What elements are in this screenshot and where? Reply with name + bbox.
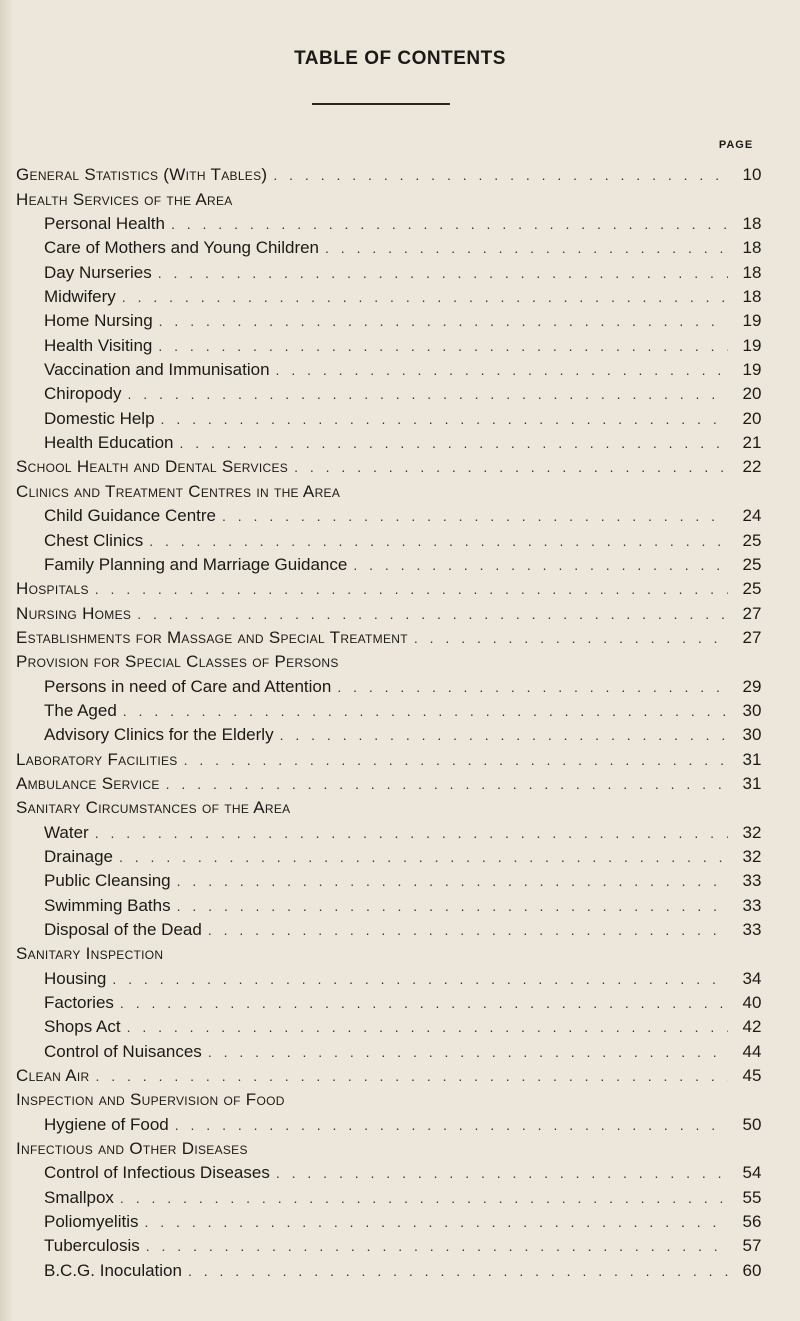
toc-entry-label: Sanitary Circumstances of the Area <box>16 798 291 818</box>
toc-entry-label: The Aged <box>44 700 117 720</box>
dot-leader <box>179 433 728 453</box>
toc-entry-page-number: 56 <box>742 1212 762 1232</box>
toc-entry-label: Hygiene of Food <box>44 1114 169 1134</box>
toc-entry-page-number: 21 <box>742 433 762 453</box>
dot-leader <box>120 1188 728 1208</box>
dot-leader <box>208 1042 728 1062</box>
toc-entry-label: Smallpox <box>44 1187 114 1207</box>
toc-entry <box>16 502 770 526</box>
toc-entry-label: Tuberculosis <box>44 1236 140 1256</box>
dot-leader <box>276 1163 728 1183</box>
dot-leader <box>184 750 728 770</box>
dot-leader <box>159 311 728 331</box>
toc-entry <box>16 526 770 550</box>
dot-leader <box>119 847 728 867</box>
toc-entry-label: Shops Act <box>44 1017 121 1037</box>
dot-leader <box>161 409 728 429</box>
dot-leader <box>208 920 728 940</box>
toc-entry-page-number: 25 <box>742 579 762 599</box>
toc-entry <box>16 964 770 988</box>
toc-entry-page-number: 19 <box>742 335 762 355</box>
toc-entry-label: Persons in need of Care and Attention <box>44 676 332 696</box>
toc-entry <box>16 185 770 209</box>
toc-entry <box>16 599 770 623</box>
toc-entry-label: Control of Nuisances <box>44 1041 202 1061</box>
toc-entry-page-number: 10 <box>742 165 762 185</box>
toc-entry-page-number: 18 <box>742 214 762 234</box>
toc-entry-page-number: 25 <box>742 530 762 550</box>
toc-entry-label: Family Planning and Marriage Guidance <box>44 554 348 574</box>
toc-entry-label: Disposal of the Dead <box>44 920 202 939</box>
toc-entry <box>16 1086 770 1110</box>
toc-entry-label: Establishments for Massage and Special Treatment <box>16 627 408 647</box>
toc-entry-label: Home Nursing <box>44 311 153 331</box>
toc-entry-label: Child Guidance Centre <box>44 506 216 526</box>
dot-leader <box>158 263 728 283</box>
toc-entry <box>16 648 770 672</box>
toc-entry-page-number: 30 <box>742 700 762 720</box>
toc-entry-label: Midwifery <box>44 287 116 307</box>
toc-entry-label: Infectious and Other Diseases <box>16 1139 248 1159</box>
toc-entry <box>16 283 770 307</box>
toc-entry-label: Care of Mothers and Young Children <box>44 238 320 258</box>
toc-entry-label: Clinics and Treatment Centres in the Area <box>16 481 341 501</box>
toc-entry-page-number: 33 <box>742 895 762 915</box>
toc-entry <box>16 1208 770 1232</box>
toc-entry <box>16 1062 770 1086</box>
toc-entry-page-number: 27 <box>742 627 762 647</box>
table-of-contents <box>16 161 770 1281</box>
page-column-header: PAGE <box>718 139 754 151</box>
dot-leader <box>95 579 728 599</box>
dot-leader <box>128 384 729 404</box>
toc-entry-label: Health Services of the Area <box>16 189 233 209</box>
toc-entry-page-number: 22 <box>742 457 762 477</box>
toc-entry <box>16 453 770 477</box>
toc-entry <box>16 210 770 234</box>
toc-entry-label: Domestic Help <box>44 408 155 428</box>
dot-leader <box>95 823 728 843</box>
toc-entry-label: Personal Health <box>44 214 165 234</box>
toc-entry-page-number: 27 <box>742 603 762 623</box>
toc-entry-page-number: 20 <box>742 384 762 404</box>
toc-entry-label: Control of Infectious Diseases <box>44 1163 270 1183</box>
dot-leader <box>325 238 728 258</box>
toc-entry-page-number: 30 <box>742 725 762 745</box>
toc-entry <box>16 404 770 428</box>
toc-entry-page-number: 57 <box>742 1236 762 1256</box>
toc-entry-label: Chest Clinics <box>44 530 144 550</box>
toc-entry <box>16 1232 770 1256</box>
toc-entry <box>16 721 770 745</box>
toc-entry-label: Health Visiting <box>44 335 153 355</box>
toc-entry-page-number: 18 <box>742 238 762 258</box>
toc-entry-label: Sanitary Inspection <box>16 944 164 964</box>
toc-entry-page-number: 55 <box>742 1187 762 1207</box>
toc-entry-page-number: 32 <box>742 822 762 842</box>
toc-entry-label: Housing <box>44 968 107 988</box>
toc-entry-page-number: 18 <box>742 287 762 307</box>
toc-entry-page-number: 34 <box>742 968 762 988</box>
dot-leader <box>95 1066 728 1086</box>
toc-entry-label: B.C.G. Inoculation <box>44 1260 182 1280</box>
toc-entry <box>16 551 770 575</box>
toc-entry <box>16 1135 770 1159</box>
toc-entry <box>16 940 770 964</box>
dot-leader <box>112 969 728 989</box>
toc-entry-page-number: 24 <box>742 506 762 526</box>
toc-entry-page-number: 54 <box>742 1163 762 1183</box>
toc-entry <box>16 575 770 599</box>
dot-leader <box>149 531 728 551</box>
toc-entry-page-number: 50 <box>742 1114 762 1134</box>
toc-entry <box>16 356 770 380</box>
toc-entry <box>16 624 770 648</box>
dot-leader <box>137 604 728 624</box>
toc-entry <box>16 818 770 842</box>
toc-entry <box>16 429 770 453</box>
toc-entry-label: Advisory Clinics for the Elderly <box>44 725 274 745</box>
toc-entry-label: Poliomyelitis <box>44 1212 139 1232</box>
dot-leader <box>166 774 728 794</box>
toc-entry-page-number: 19 <box>742 360 762 380</box>
toc-entry <box>16 672 770 696</box>
toc-entry <box>16 843 770 867</box>
toc-entry-label: Hospitals <box>16 579 89 599</box>
toc-entry <box>16 1037 770 1061</box>
toc-entry-page-number: 45 <box>742 1066 762 1086</box>
dot-leader <box>171 214 728 234</box>
dot-leader <box>337 677 728 697</box>
toc-entry <box>16 477 770 501</box>
toc-entry <box>16 234 770 258</box>
toc-entry-page-number: 60 <box>742 1260 762 1280</box>
dot-leader <box>222 506 728 526</box>
toc-entry <box>16 1013 770 1037</box>
dot-leader <box>273 165 728 185</box>
toc-entry <box>16 989 770 1013</box>
toc-entry <box>16 916 770 940</box>
toc-entry-label: Swimming Baths <box>44 895 171 915</box>
dot-leader <box>353 555 728 575</box>
toc-entry-label: Factories <box>44 993 114 1013</box>
dot-leader <box>177 896 728 916</box>
dot-leader <box>276 360 728 380</box>
toc-entry-page-number: 32 <box>742 846 762 866</box>
dot-leader <box>294 457 728 477</box>
dot-leader <box>158 336 728 356</box>
toc-entry-label: Health Education <box>44 433 174 453</box>
toc-entry <box>16 1110 770 1134</box>
toc-entry-page-number: 29 <box>742 676 762 696</box>
toc-entry-page-number: 18 <box>742 262 762 282</box>
toc-entry-label: School Health and Dental Services <box>16 457 289 477</box>
toc-entry-label: Vaccination and Immunisation <box>44 360 270 380</box>
toc-entry-page-number: 19 <box>742 311 762 331</box>
page-edge-shadow <box>0 0 14 1321</box>
toc-entry <box>16 891 770 915</box>
toc-entry-page-number: 33 <box>742 871 762 891</box>
toc-entry-page-number: 31 <box>742 773 762 793</box>
toc-entry-page-number: 42 <box>742 1017 762 1037</box>
toc-entry <box>16 258 770 282</box>
dot-leader <box>122 287 728 307</box>
toc-entry <box>16 307 770 331</box>
title-divider <box>312 103 450 105</box>
toc-entry-page-number: 25 <box>742 554 762 574</box>
toc-entry-page-number: 20 <box>742 408 762 428</box>
toc-entry <box>16 867 770 891</box>
toc-entry-label: Inspection and Supervision of Food <box>16 1090 285 1110</box>
toc-entry-page-number: 31 <box>742 749 762 769</box>
toc-entry-label: Day Nurseries <box>44 262 152 282</box>
dot-leader <box>120 993 728 1013</box>
dot-leader <box>146 1236 728 1256</box>
toc-entry-label: Water <box>44 822 89 842</box>
toc-entry-label: Public Cleansing <box>44 871 171 891</box>
toc-entry-label: Laboratory Facilities <box>16 749 178 769</box>
toc-entry-page-number: 44 <box>742 1041 762 1061</box>
toc-entry <box>16 1256 770 1280</box>
toc-entry-label: Ambulance Service <box>16 773 160 793</box>
toc-entry-page-number: 33 <box>742 920 762 939</box>
toc-entry-label: Clean Air <box>16 1066 90 1086</box>
toc-entry <box>16 745 770 769</box>
dot-leader <box>177 871 728 891</box>
dot-leader <box>280 725 728 745</box>
toc-entry-label: Provision for Special Classes of Persons <box>16 652 339 672</box>
toc-entry-label: Chiropody <box>44 384 122 404</box>
toc-entry-page-number: 40 <box>742 993 762 1013</box>
toc-entry <box>16 331 770 355</box>
toc-entry <box>16 161 770 185</box>
toc-entry <box>16 697 770 721</box>
dot-leader <box>123 701 728 721</box>
dot-leader <box>188 1261 728 1281</box>
dot-leader <box>414 628 728 648</box>
toc-entry <box>16 380 770 404</box>
toc-entry <box>16 1183 770 1207</box>
dot-leader <box>144 1212 728 1232</box>
toc-entry <box>16 1159 770 1183</box>
dot-leader <box>175 1115 728 1135</box>
dot-leader <box>127 1017 728 1037</box>
toc-entry <box>16 770 770 794</box>
toc-entry-label: Drainage <box>44 846 113 866</box>
page-title: TABLE OF CONTENTS <box>294 48 506 69</box>
toc-entry-label: Nursing Homes <box>16 603 132 623</box>
toc-entry-label: General Statistics (With Tables) <box>16 165 268 185</box>
toc-entry <box>16 794 770 818</box>
